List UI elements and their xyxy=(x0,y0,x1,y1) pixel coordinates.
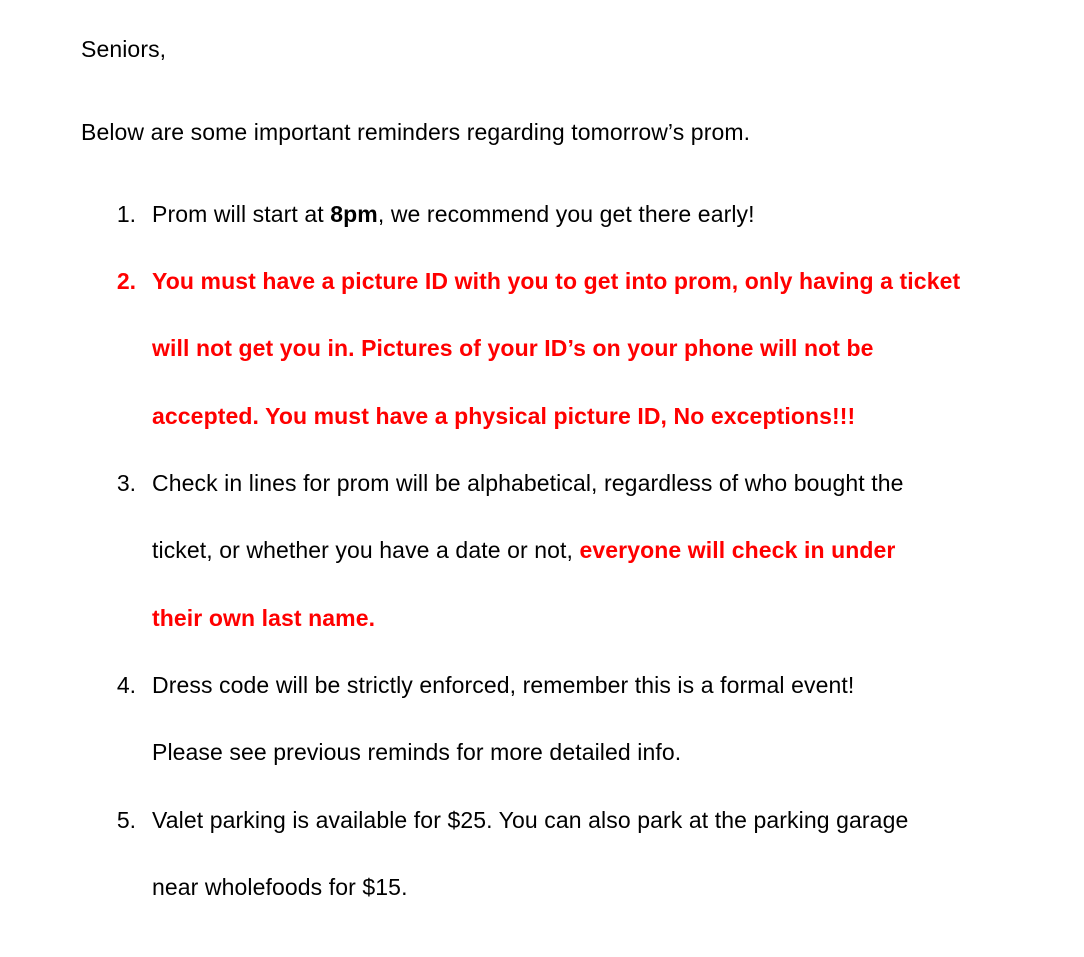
list-item-text xyxy=(152,536,895,564)
list-number: 1. xyxy=(116,201,136,227)
list-item-text: near wholefoods for $15. xyxy=(152,874,408,900)
greeting: Seniors, xyxy=(81,36,167,62)
list-item-text: accepted. You must have a physical picture ID, No exceptions!!! xyxy=(152,403,856,429)
emphasis-text: everyone will check in under xyxy=(579,537,896,563)
list-item-text xyxy=(152,200,755,228)
list-number: 4. xyxy=(116,672,136,698)
text-segment: Prom will start at xyxy=(152,201,331,227)
text-segment: , we recommend you get there early! xyxy=(377,201,755,227)
text-segment: ticket, or whether you have a date or not, xyxy=(152,537,580,563)
list-item-text: Valet parking is available for $25. You can also park at the parking garage xyxy=(152,807,909,833)
emphasis-text: their own last name. xyxy=(152,605,376,631)
list-number: 3. xyxy=(116,470,136,496)
intro-paragraph: Below are some important reminders regarding tomorrow’s prom. xyxy=(81,119,751,145)
list-item-text: will not get you in. Pictures of your ID’s on your phone will not be xyxy=(152,335,874,361)
list-item-text: Check in lines for prom will be alphabetical, regardless of who bought the xyxy=(152,470,904,496)
list-item-text: You must have a picture ID with you to get into prom, only having a ticket xyxy=(152,268,961,294)
list-item-text: Dress code will be strictly enforced, remember this is a formal event! xyxy=(152,672,855,698)
list-item-text: Please see previous reminds for more detailed info. xyxy=(152,739,682,765)
list-number: 5. xyxy=(116,807,136,833)
start-time: 8pm xyxy=(330,201,378,227)
list-number: 2. xyxy=(116,268,136,294)
